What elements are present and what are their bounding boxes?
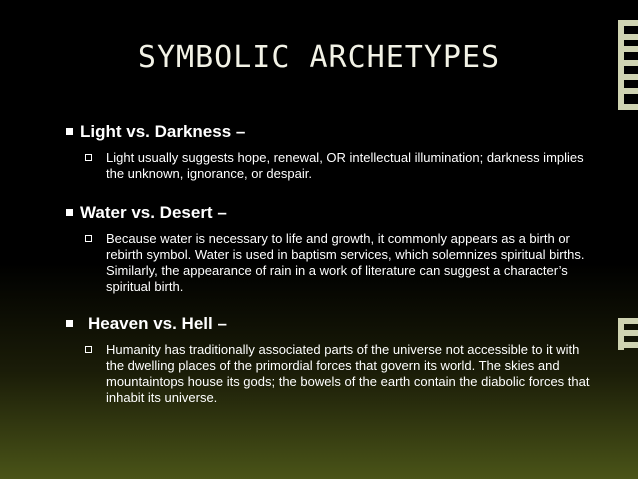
square-bullet-icon	[66, 209, 73, 216]
item-description	[80, 342, 600, 406]
hollow-square-bullet-icon	[85, 346, 92, 353]
list-item-light-darkness	[80, 122, 600, 182]
hollow-square-bullet-icon	[85, 154, 92, 161]
item-heading: Heaven vs. Hell –	[88, 314, 227, 333]
square-bullet-icon	[66, 320, 73, 327]
item-description	[80, 231, 600, 295]
slide-title: SYMBOLIC ARCHETYPES	[137, 40, 501, 75]
hollow-square-bullet-icon	[85, 235, 92, 242]
list-item-heaven-hell	[88, 314, 600, 406]
list-item-water-desert	[80, 203, 600, 295]
item-heading: Water vs. Desert –	[80, 203, 227, 222]
item-description	[80, 150, 600, 182]
item-text: Because water is necessary to life and growth, it commonly appears as a birth or rebirth symbol. Water is used in baptism services, which solemnizes spiritual births. Similarly, the appearance of rain in a work of literature can suggest a character’s spiritual birth.	[106, 231, 585, 294]
item-text: Light usually suggests hope, renewal, OR intellectual illumination; darkness implies the unknown, ignorance, or despair.	[106, 150, 584, 181]
item-text: Humanity has traditionally associated parts of the universe not accessible to it with the dwelling places of the primordial forces that govern its world. The skies and mountaintops house its gods; the bowels of the earth contain the diabolic forces that inhabit its universe.	[106, 342, 590, 405]
decorative-bars-bottom	[618, 318, 638, 350]
item-heading: Light vs. Darkness –	[80, 122, 246, 141]
square-bullet-icon	[66, 128, 73, 135]
